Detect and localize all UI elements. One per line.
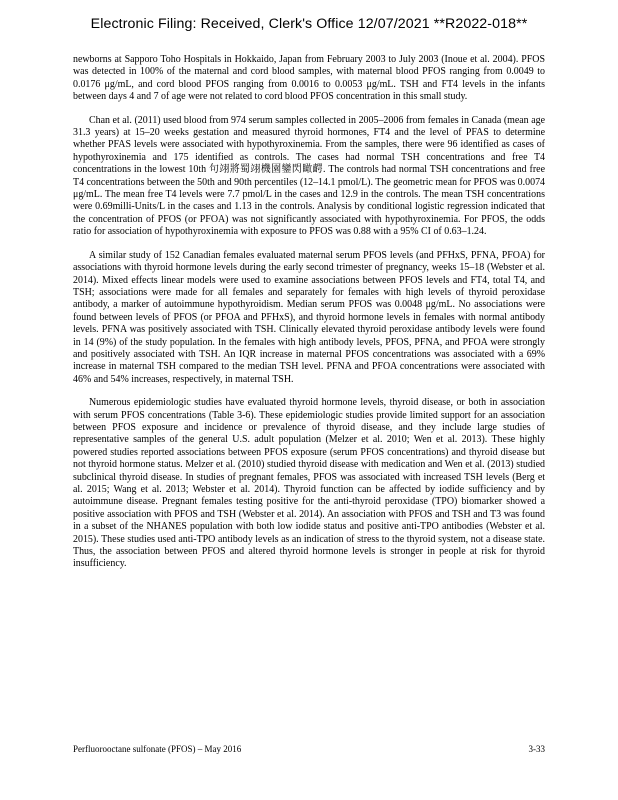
paragraph-webster-study: A similar study of 152 Canadian females evaluated maternal serum PFOS levels (and PFHxS, PFNA, PFOA) for associations with thyroid hormone levels during the early second trimester of pregnancy, weeks 15–18 (Webster et al. 2014). Mixed effects linear models were used to examine associations between PFOS levels and FT4, total T4, and TSH; associations were made for all females and separately for females with high levels of thyroid peroxidase antibody, a marker of autoimmune hypothyroidism. Median serum PFOS was 0.0048 μg/mL. No associations were found between levels of PFOS (or PFOA and PFHxS), and thyroid hormone levels in females with normal antibody levels. PFNA was positively associated with TSH. Clinically elevated thyroid peroxidase antibody levels were found in 14 (9%) of the study population. In the females with high antibody levels, PFOS, PFNA, and PFOA were strongly and positively associated with TSH. An IQR increase in maternal PFOS concentrations was associated with a 69% increase in maternal TSH compared to the median TSH level. PFNA and PFOA concentrations were associated with 46% and 54% increases, respectively, in maternal TSH.: [73, 249, 545, 385]
document-body: [73, 54, 545, 582]
paragraph-continuation: newborns at Sapporo Toho Hospitals in Hokkaido, Japan from February 2003 to July 2003 (Inoue et al. 2004). PFOS was detected in 100% of the maternal and cord blood samples, with maternal blood PFOS ranging from 0.0049 to 0.0176 μg/mL, and cord blood PFOS ranging from 0.0016 to 0.0053 μg/mL. TSH and FT4 levels in the infants between days 4 and 7 of age were not related to cord blood PFOS concentration in this small study.: [73, 54, 545, 103]
page-number: 3-33: [528, 744, 545, 754]
paragraph-epidemiologic-studies: Numerous epidemiologic studies have evaluated thyroid hormone levels, thyroid disease, or both in association with serum PFOS concentrations (Table 3-6). These epidemiologic studies provide limited support for an association between PFOS exposure and incidence or prevalence of thyroid disease, and they include large studies of representative samples of the general U.S. adult population (Melzer et al. 2010; Wen et al. 2013). These highly powered studies reported associations between PFOS exposure (serum PFOS concentrations) and thyroid disease but not thyroid hormone status. Melzer et al. (2010) studied thyroid disease with medication and Wen et al. (2013) studied subclinical thyroid disease. In studies of pregnant females, PFOS was associated with increased TSH levels (Berg et al. 2015; Wang et al. 2013; Webster et al. 2014). Thyroid function can be affected by iodide sufficiency and by autoimmune disease. Pregnant females testing positive for the anti-thyroid peroxidase (TPO) biomarker showed a positive association with PFOS and TSH (Webster et al. 2014). An association with PFOS and TSH and T3 was found in a subset of the NHANES population with both low iodide status and positive anti-TPO antibodies (Webster et al. 2015). These studies used anti-TPO antibody levels as an indication of stress to the thyroid system, not a disease state. Thus, the association between PFOS and altered thyroid hormone levels is stronger in people at risk for thyroid insufficiency.: [73, 397, 545, 570]
paragraph-chan-study: Chan et al. (2011) used blood from 974 serum samples collected in 2005–2006 from females in Canada (mean age 31.3 years) at 15–20 weeks gestation and measured thyroid hormones, FT4 and the level of PFAS to determine whether PFAS levels were associated with hypothyroxinemia. From the samples, there were 96 identified as cases of hypothyroxinemia and 175 identified as controls. The cases had normal TSH concentrations and free T4 concentrations in the lowest 10th 句翊將蜀翊機園鑾閃瞰齶. The controls had normal TSH concentrations and free T4 concentrations between the 50th and 90th percentiles (12–14.1 pmol/L). The geometric mean for PFOS was 0.0074 μg/mL. The mean free T4 levels were 7.7 pmol/L in the cases and 12.9 in the controls. The mean TSH concentrations were 0.69milli-Units/L in the cases and 1.13 in the controls. Analysis by conditional logistic regression indicated that the concentration of PFOS (or PFOA) was not significantly associated with hypothyroxinemia. For PFOS, the odds ratio for association of hypothyroxinemia with exposure to PFOS was 0.88 with a 95% CI of 0.63–1.24.: [73, 114, 546, 238]
footer-document-title: Perfluorooctane sulfonate (PFOS) – May 2016: [73, 744, 242, 754]
filing-header: Electronic Filing: Received, Clerk's Office 12/07/2021 **R2022-018**: [90, 16, 528, 32]
